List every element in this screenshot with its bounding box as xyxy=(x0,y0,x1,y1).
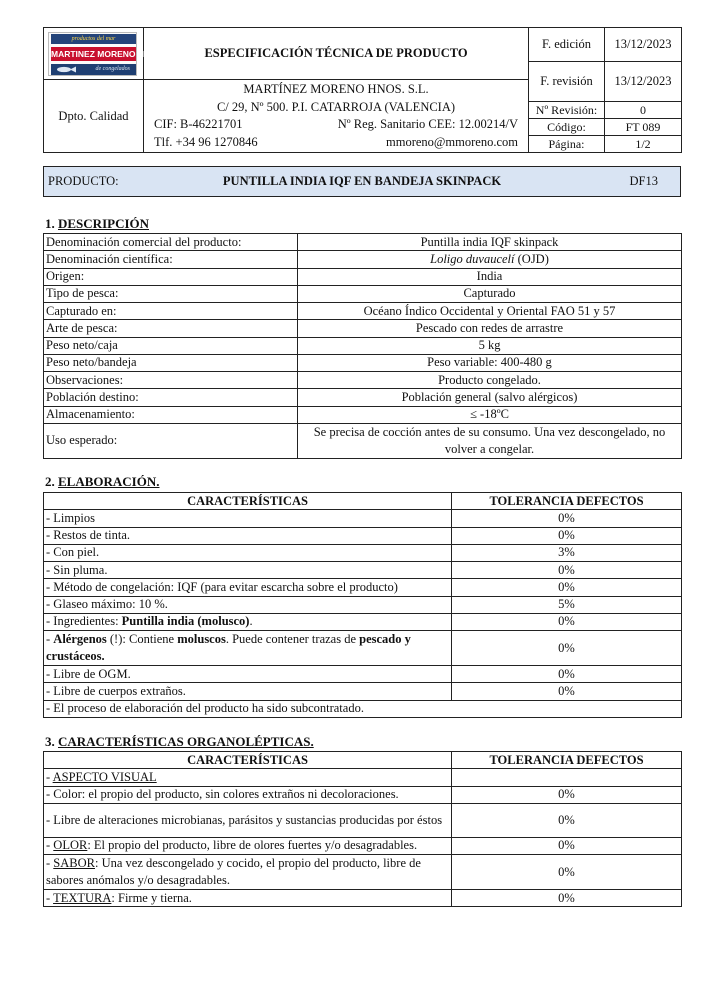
organoleptic-characteristic xyxy=(44,786,452,803)
organoleptic-row xyxy=(44,855,682,890)
logo-top-text: productos del mar xyxy=(51,34,136,44)
organoleptic-row xyxy=(44,803,682,837)
description-row xyxy=(44,285,682,302)
elaboration-bold-text: Alérgenos xyxy=(53,632,107,646)
company-email: mmoreno@mmoreno.com xyxy=(386,134,518,149)
organoleptic-underlined-label: SABOR xyxy=(53,856,95,870)
elaboration-text: . Puede contener trazas de xyxy=(225,632,360,646)
company-name: MARTÍNEZ MORENO HNOS. S.L. xyxy=(243,82,429,96)
organoleptic-text: : Firme y tierna. xyxy=(111,890,192,905)
organoleptic-text: : El propio del producto, libre de olores fuertes y/o desagradables. xyxy=(87,838,418,853)
description-label: Uso esperado: xyxy=(44,423,298,458)
organoleptic-text: - xyxy=(46,769,53,784)
organoleptic-text: - xyxy=(46,890,54,905)
logo-cell xyxy=(44,28,165,80)
elaboration-row xyxy=(44,666,682,683)
description-row xyxy=(44,423,682,458)
elaboration-tolerance: 0% xyxy=(452,579,682,596)
revision-date-value: 13/12/2023 xyxy=(605,62,682,102)
elaboration-characteristic: - Con piel. xyxy=(44,544,452,561)
section-2-heading xyxy=(45,474,160,490)
section-3-number: 3. xyxy=(45,734,55,749)
description-value: 5 kg xyxy=(298,337,682,354)
section-1-number: 1. xyxy=(45,216,55,231)
organoleptic-characteristic xyxy=(44,769,452,786)
section-3-heading xyxy=(45,734,314,750)
elaboration-characteristic xyxy=(44,613,452,630)
description-label: Peso neto/caja xyxy=(44,337,298,354)
elaboration-characteristic xyxy=(44,631,452,666)
logo-brand-text: MARTINEZ MORENO H NOS xyxy=(51,48,165,59)
elaboration-row xyxy=(44,510,682,527)
elaboration-tolerance: 0% xyxy=(452,527,682,544)
description-table xyxy=(43,233,682,459)
page-value: 1/2 xyxy=(605,136,682,153)
organoleptic-table xyxy=(43,751,682,907)
section-1-title: DESCRIPCIÓN xyxy=(58,216,150,231)
description-label: Origen: xyxy=(44,268,298,285)
organoleptic-row xyxy=(44,769,682,786)
description-row xyxy=(44,372,682,389)
description-label: Población destino: xyxy=(44,389,298,406)
organoleptic-text: : Una vez descongelado y cocido, el propio del producto, libre de sabores anómalos y/o desagradables. xyxy=(46,856,421,887)
product-code: DF13 xyxy=(629,174,658,188)
elaboration-table xyxy=(43,492,682,718)
organoleptic-underlined-label: ASPECTO VISUAL xyxy=(52,769,157,784)
description-label: Peso neto/bandeja xyxy=(44,354,298,371)
elaboration-row xyxy=(44,613,682,630)
organoleptic-text: - xyxy=(46,856,54,870)
elaboration-row xyxy=(44,596,682,613)
elaboration-row xyxy=(44,700,682,717)
elaboration-characteristic: - Limpios xyxy=(44,510,452,527)
edition-date-label: F. edición xyxy=(529,28,605,62)
description-row xyxy=(44,251,682,268)
organoleptic-text: - Color: el propio del producto, sin colores extraños ni decoloraciones. xyxy=(46,787,399,802)
code-value: FT 089 xyxy=(605,119,682,136)
company-logo xyxy=(48,32,165,76)
organoleptic-tolerance: 0% xyxy=(452,837,682,854)
organoleptic-tolerance: 0% xyxy=(452,786,682,803)
organoleptic-tolerance: 0% xyxy=(452,803,682,837)
company-sanitary-reg: Nº Reg. Sanitario CEE: 12.00214/V xyxy=(337,117,518,131)
description-value: Peso variable: 400-480 g xyxy=(298,354,682,371)
elaboration-characteristic: - Glaseo máximo: 10 %. xyxy=(44,596,452,613)
elaboration-row xyxy=(44,631,682,666)
elaboration-text: - xyxy=(46,632,54,646)
product-name: PUNTILLA INDIA IQF EN BANDEJA SKINPACK xyxy=(222,174,502,188)
description-row xyxy=(44,320,682,337)
elaboration-tolerance: 0% xyxy=(452,666,682,683)
organoleptic-tolerance xyxy=(452,769,682,786)
elaboration-characteristic: - Método de congelación: IQF (para evitar escarcha sobre el producto) xyxy=(44,579,452,596)
description-row xyxy=(44,303,682,320)
description-row xyxy=(44,354,682,371)
organoleptic-text: - xyxy=(46,838,54,853)
description-value: Capturado xyxy=(298,285,682,302)
description-value xyxy=(298,251,682,268)
organoleptic-characteristic xyxy=(44,855,452,890)
elaboration-text: - Ingredientes: xyxy=(46,614,122,629)
company-cif: CIF: B-46221701 xyxy=(154,117,243,131)
description-value-suffix: (OJD) xyxy=(514,251,549,266)
document-title: ESPECIFICACIÓN TÉCNICA DE PRODUCTO xyxy=(144,28,529,80)
elaboration-characteristic: - El proceso de elaboración del producto ha sido subcontratado. xyxy=(44,700,682,717)
fish-icon xyxy=(55,66,77,73)
organoleptic-text: - Libre de alteraciones microbianas, parásitos y sustancias producidas por éstos xyxy=(46,812,443,827)
description-label: Denominación comercial del producto: xyxy=(44,234,298,251)
company-address: C/ 29, Nº 500. P.I. CATARROJA (VALENCIA) xyxy=(216,99,456,114)
elaboration-row xyxy=(44,527,682,544)
elaboration-row xyxy=(44,683,682,700)
organoleptic-characteristic xyxy=(44,803,452,837)
organoleptic-underlined-label: OLOR xyxy=(53,838,88,853)
organoleptic-header-characteristics: CARACTERÍSTICAS xyxy=(44,752,452,769)
elaboration-characteristic: - Libre de OGM. xyxy=(44,666,452,683)
elaboration-text: . xyxy=(249,614,253,629)
elaboration-characteristic: - Restos de tinta. xyxy=(44,527,452,544)
organoleptic-underlined-label: TEXTURA xyxy=(53,890,112,905)
elaboration-tolerance: 3% xyxy=(452,544,682,561)
company-info xyxy=(144,80,529,153)
description-value-italic: Loligo duvaucelí xyxy=(430,251,515,266)
elaboration-tolerance: 0% xyxy=(452,562,682,579)
logo-bottom-text: de congelados xyxy=(51,64,136,75)
section-1-heading xyxy=(45,216,149,232)
description-value: Pescado con redes de arrastre xyxy=(298,320,682,337)
page-label: Página: xyxy=(529,136,605,153)
edition-date-value: 13/12/2023 xyxy=(605,28,682,62)
description-label: Almacenamiento: xyxy=(44,406,298,423)
description-value: Población general (salvo alérgicos) xyxy=(298,389,682,406)
elaboration-tolerance: 0% xyxy=(452,613,682,630)
revision-number-label: Nº Revisión: xyxy=(529,102,605,119)
code-label: Código: xyxy=(529,119,605,136)
product-label: PRODUCTO: xyxy=(48,174,119,188)
revision-number-value: 0 xyxy=(605,102,682,119)
description-row xyxy=(44,234,682,251)
organoleptic-tolerance: 0% xyxy=(452,855,682,890)
section-2-title: ELABORACIÓN. xyxy=(58,474,160,489)
elaboration-row xyxy=(44,544,682,561)
description-row xyxy=(44,389,682,406)
section-2-number: 2. xyxy=(45,474,55,489)
organoleptic-header-tolerance: TOLERANCIA DEFECTOS xyxy=(452,752,682,769)
elaboration-tolerance: 0% xyxy=(452,631,682,666)
document-header xyxy=(43,27,682,153)
description-label: Denominación científica: xyxy=(44,251,298,268)
organoleptic-characteristic xyxy=(44,837,452,854)
description-value: Se precisa de cocción antes de su consumo. Una vez descongelado, no volver a congelar. xyxy=(298,423,682,458)
elaboration-bold-text: pescado y crustáceos. xyxy=(46,632,411,663)
organoleptic-row xyxy=(44,837,682,854)
description-value: Producto congelado. xyxy=(298,372,682,389)
elaboration-characteristic: - Libre de cuerpos extraños. xyxy=(44,683,452,700)
elaboration-characteristic: - Sin pluma. xyxy=(44,562,452,579)
section-3-title: CARACTERÍSTICAS ORGANOLÉPTICAS. xyxy=(58,734,314,749)
description-label: Arte de pesca: xyxy=(44,320,298,337)
elaboration-text: (!): Contiene xyxy=(106,632,178,646)
elaboration-bold-text: Puntilla india (molusco) xyxy=(121,614,250,629)
organoleptic-row xyxy=(44,786,682,803)
description-row xyxy=(44,406,682,423)
elaboration-tolerance: 0% xyxy=(452,683,682,700)
company-phone: Tlf. +34 96 1270846 xyxy=(154,134,258,149)
description-label: Tipo de pesca: xyxy=(44,285,298,302)
elaboration-tolerance: 5% xyxy=(452,596,682,613)
department-cell: Dpto. Calidad xyxy=(44,80,144,153)
elaboration-header-characteristics: CARACTERÍSTICAS xyxy=(44,493,452,510)
description-row xyxy=(44,337,682,354)
description-value: Puntilla india IQF skinpack xyxy=(298,234,682,251)
description-value: India xyxy=(298,268,682,285)
description-value: Océano Índico Occidental y Oriental FAO 51 y 57 xyxy=(298,303,682,320)
organoleptic-row xyxy=(44,890,682,907)
description-label: Observaciones: xyxy=(44,372,298,389)
revision-date-label: F. revisión xyxy=(529,62,605,102)
elaboration-row xyxy=(44,562,682,579)
elaboration-tolerance: 0% xyxy=(452,510,682,527)
description-row xyxy=(44,268,682,285)
elaboration-header-tolerance: TOLERANCIA DEFECTOS xyxy=(452,493,682,510)
product-bar xyxy=(43,166,681,197)
elaboration-row xyxy=(44,579,682,596)
elaboration-bold-text: moluscos xyxy=(177,632,226,646)
organoleptic-characteristic xyxy=(44,890,452,907)
organoleptic-tolerance: 0% xyxy=(452,890,682,907)
description-value: ≤ -18ºC xyxy=(298,406,682,423)
description-label: Capturado en: xyxy=(44,303,298,320)
